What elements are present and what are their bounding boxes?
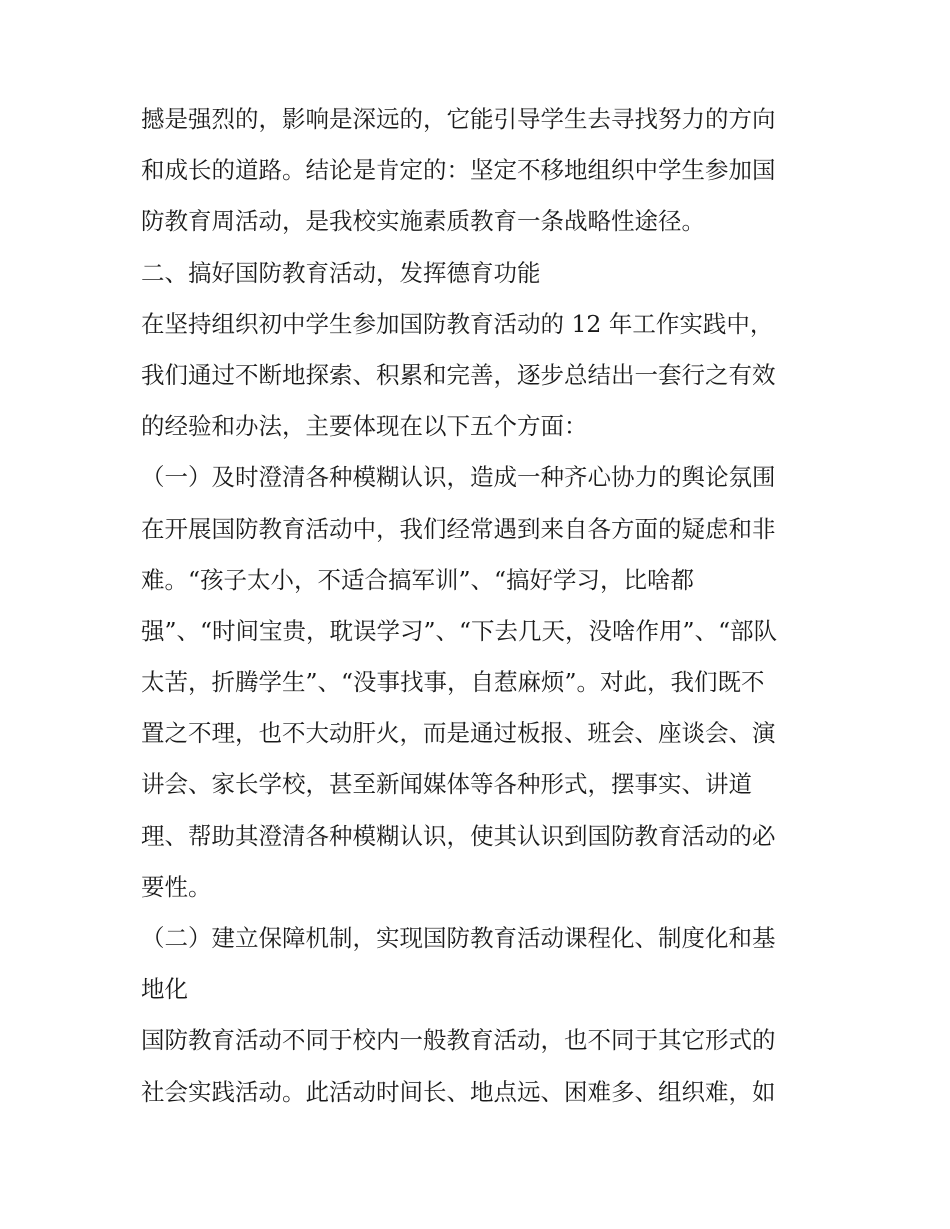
text-line: 要性。 — [141, 872, 212, 901]
text-line: 在开展国防教育活动中，我们经常遇到来自各方面的疑虑和非 — [141, 514, 776, 543]
text-line: 讲会、家长学校，甚至新闻媒体等各种形式，摆事实、讲道 — [141, 770, 752, 799]
text-line: 在坚持组织初中学生参加国防教育活动的 12 年工作实践中， — [141, 309, 774, 338]
text-line: 难。“孩子太小，不适合搞军训”、“搞好学习，比啥都 — [141, 565, 695, 594]
text-line: 我们通过不断地探索、积累和完善，逐步总结出一套行之有效 — [141, 360, 776, 389]
subsection-heading: （一）及时澄清各种模糊认识，造成一种齐心协力的舆论氛围 — [141, 463, 776, 492]
text-line: 太苦，折腾学生”、“没事找事，自惹麻烦”。对此，我们既不 — [141, 668, 765, 697]
body-text — [141, 106, 821, 1130]
text-line: 置之不理，也不大动肝火，而是通过板报、班会、座谈会、演 — [141, 719, 776, 748]
text-line: 国防教育活动不同于校内一般教育活动，也不同于其它形式的 — [141, 1026, 776, 1055]
text-line: 的经验和办法，主要体现在以下五个方面： — [141, 412, 588, 441]
text-line: 社会实践活动。此活动时间长、地点远、困难多、组织难，如 — [141, 1077, 776, 1106]
text-line: 强”、“时间宝贵，耽误学习”、“下去几天，没啥作用”、“部队 — [141, 616, 778, 645]
section-heading: 二、搞好国防教育活动，发挥德育功能 — [141, 258, 541, 287]
subsection-heading: 地化 — [141, 975, 188, 1004]
text-line: 防教育周活动，是我校实施素质教育一条战略性途径。 — [141, 207, 705, 236]
text-line: 理、帮助其澄清各种模糊认识，使其认识到国防教育活动的必 — [141, 821, 776, 850]
text-line: 撼是强烈的，影响是深远的，它能引导学生去寻找努力的方向 — [141, 105, 776, 133]
text-line: 和成长的道路。结论是肯定的：坚定不移地组织中学生参加国 — [141, 156, 776, 185]
subsection-heading: （二）建立保障机制，实现国防教育活动课程化、制度化和基 — [141, 924, 776, 952]
